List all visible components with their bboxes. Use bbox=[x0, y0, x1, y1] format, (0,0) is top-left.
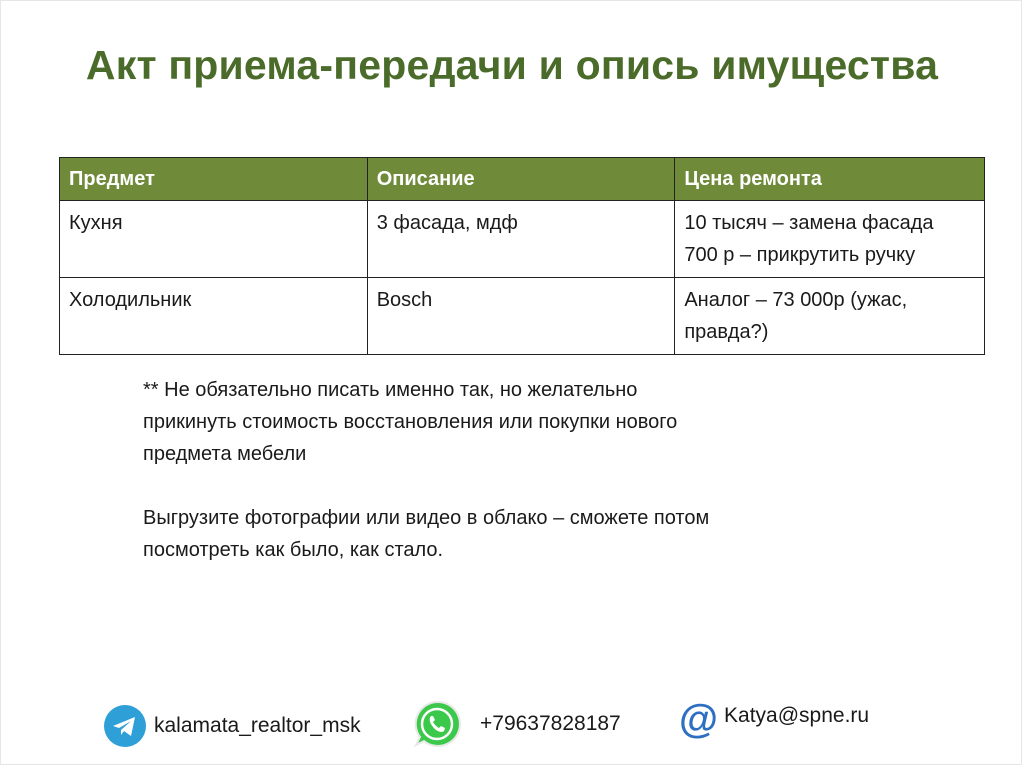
telegram-icon bbox=[104, 705, 146, 747]
note-line: Выгрузите фотографии или видео в облако – сможете потом bbox=[143, 507, 710, 529]
column-header-repair-price: Цена ремонта bbox=[675, 158, 985, 201]
slide-title: Акт приема-передачи и опись имущества bbox=[85, 42, 939, 88]
cell-item: Кухня bbox=[60, 201, 368, 278]
whatsapp-icon bbox=[412, 699, 462, 749]
price-line: 10 тысяч – замена фасада bbox=[684, 212, 934, 234]
telegram-contact[interactable] bbox=[104, 705, 361, 747]
email-contact[interactable] bbox=[679, 699, 869, 739]
table-row bbox=[60, 278, 985, 355]
column-header-description: Описание bbox=[367, 158, 675, 201]
column-header-item: Предмет bbox=[60, 158, 368, 201]
price-line: Аналог – 73 000р (ужас, bbox=[684, 289, 908, 311]
table-row bbox=[60, 201, 985, 278]
price-line: 700 р – прикрутить ручку bbox=[684, 244, 916, 266]
price-line: правда?) bbox=[684, 321, 769, 343]
note-line: прикинуть стоимость восстановления или покупки нового bbox=[143, 411, 678, 433]
email-address[interactable]: Katya@spne.ru bbox=[724, 704, 870, 727]
whatsapp-phone[interactable]: +79637828187 bbox=[480, 712, 621, 735]
cell-item: Холодильник bbox=[60, 278, 368, 355]
note-paragraph bbox=[143, 502, 843, 566]
at-icon: @ bbox=[679, 697, 719, 741]
cell-description: Bosch bbox=[367, 278, 675, 355]
note-line: посмотреть как было, как стало. bbox=[143, 539, 444, 561]
note-line: предмета мебели bbox=[143, 443, 307, 465]
cell-description: 3 фасада, мдф bbox=[367, 201, 675, 278]
note-line: ** Не обязательно писать именно так, но желательно bbox=[143, 379, 638, 401]
inventory-table bbox=[59, 157, 985, 355]
cell-repair-price bbox=[675, 201, 985, 278]
notes-block bbox=[143, 374, 843, 566]
table-header-row bbox=[60, 158, 985, 201]
whatsapp-contact[interactable] bbox=[412, 699, 621, 749]
note-paragraph bbox=[143, 374, 843, 470]
cell-repair-price bbox=[675, 278, 985, 355]
telegram-handle[interactable]: kalamata_realtor_msk bbox=[154, 714, 361, 737]
